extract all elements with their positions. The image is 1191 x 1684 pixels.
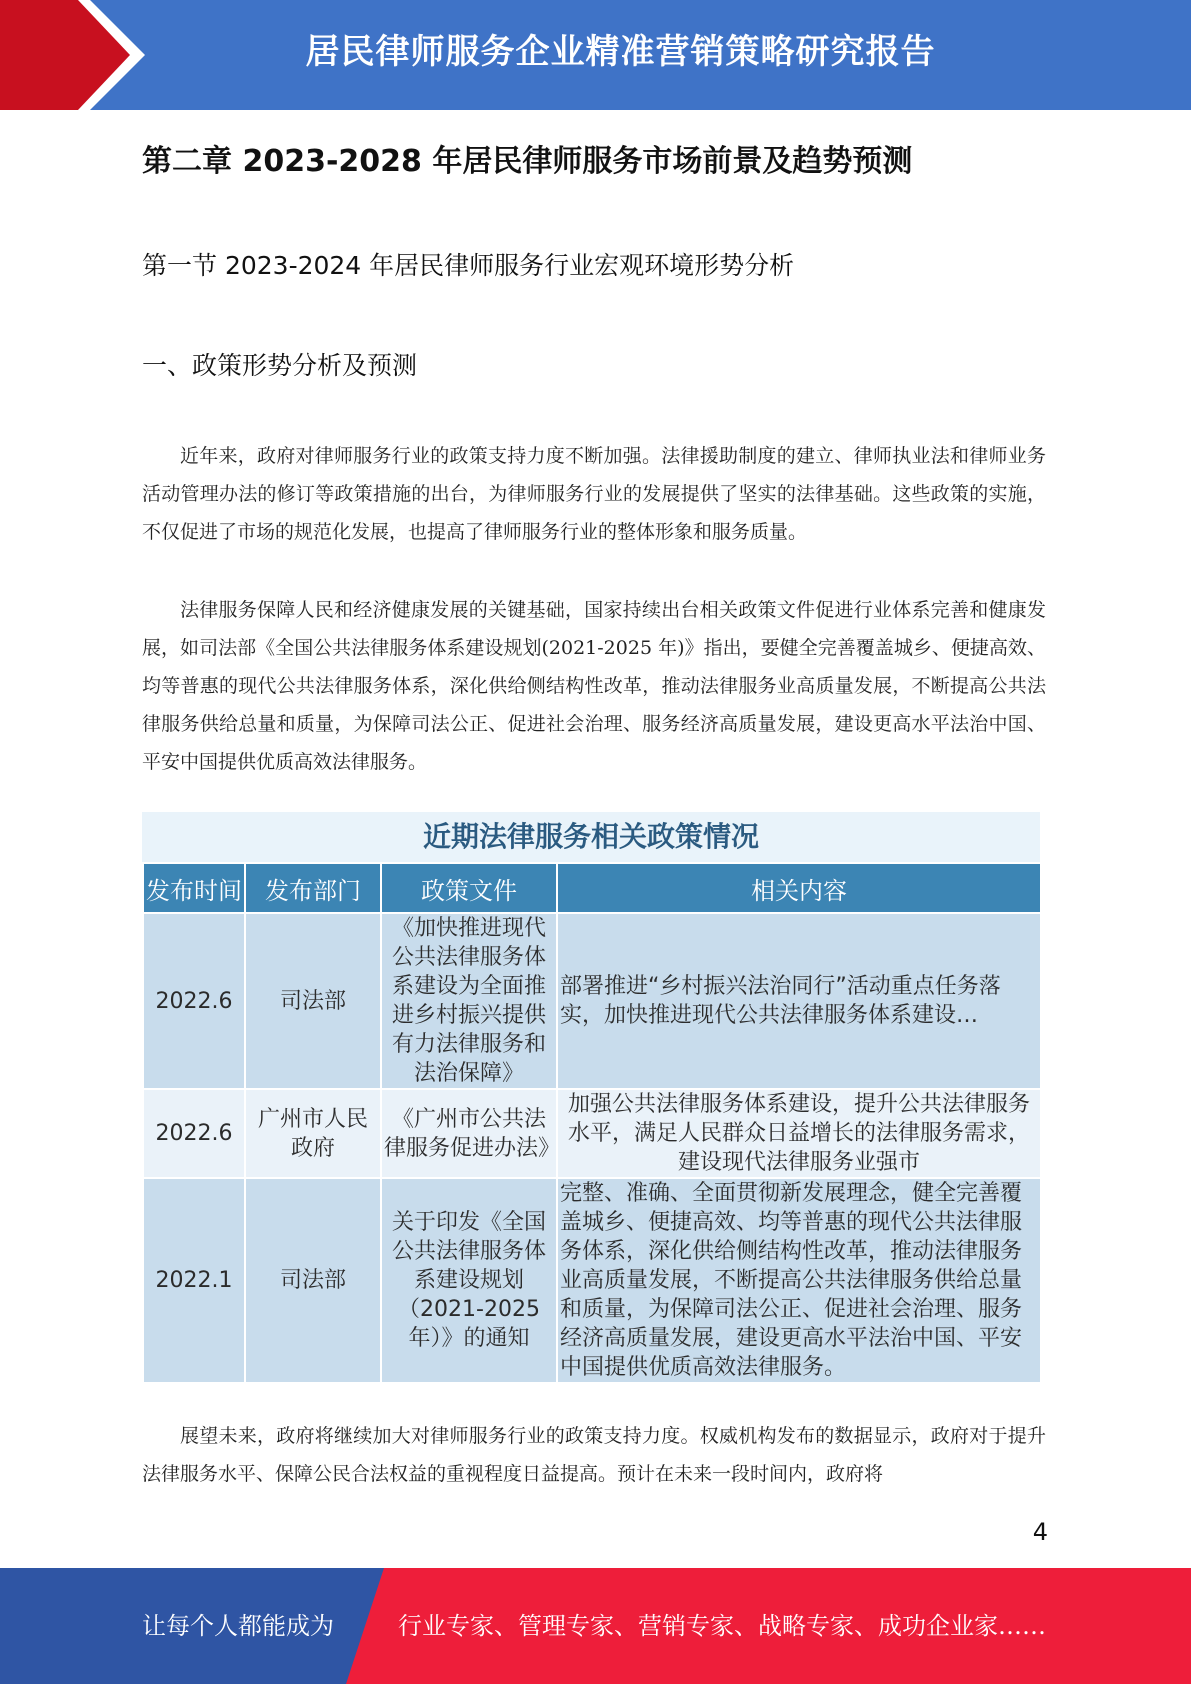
cell-content: 部署推进“乡村振兴法治同行”活动重点任务落实，加快推进现代公共法律服务体系建设… <box>557 913 1041 1089</box>
policy-table <box>142 812 1040 1380</box>
footer-banner <box>0 1568 1191 1684</box>
header-arrow-decoration <box>0 0 150 110</box>
paragraph: 展望未来，政府将继续加大对律师服务行业的政策支持力度。权威机构发布的数据显示，政府对于提升法律服务水平、保障公民合法权益的重视程度日益提高。预计在未来一段时间内，政府将 <box>142 1425 1046 1485</box>
cell-department: 广州市人民政府 <box>245 1089 381 1178</box>
column-header-department: 发布部门 <box>245 863 381 913</box>
report-title: 居民律师服务企业精准营销策略研究报告 <box>305 32 936 72</box>
cell-document: 《广州市公共法律服务促进办法》 <box>381 1089 557 1178</box>
policy-grid <box>142 862 1042 1384</box>
table-row <box>143 1178 1041 1383</box>
paragraph: 法律服务保障人民和经济健康发展的关键基础，国家持续出台相关政策文件促进行业体系完善和健康发展，如司法部《全国公共法律服务体系建设规划(2021-2025 年)》指出，要健全完善覆盖城乡、便捷高效、均等普惠的现代公共法律服务体系，深化供给侧结构性改革，推动法律服务业高质量发展，不断提高公共法律服务供给总量和质量，为保障司法公正、促进社会治理、服务经济高质量发展，建设更高水平法治中国、平安中国提供优质高效法律服务。 <box>142 599 1046 773</box>
cell-document: 关于印发《全国公共法律服务体系建设规划（2021-2025年）》的通知 <box>381 1178 557 1383</box>
policy-table-caption: 近期法律服务相关政策情况 <box>142 812 1040 862</box>
subsection-title: 一、政策形势分析及预测 <box>142 351 418 380</box>
cell-date: 2022.6 <box>143 1089 245 1178</box>
paragraph: 近年来，政府对律师服务行业的政策支持力度不断加强。法律援助制度的建立、律师执业法和律师业务活动管理办法的修订等政策措施的出台，为律师服务行业的发展提供了坚实的法律基础。这些政策的实施，不仅促进了市场的规范化发展，也提高了律师服务行业的整体形象和服务质量。 <box>142 445 1046 543</box>
cell-date: 2022.1 <box>143 1178 245 1383</box>
cell-department: 司法部 <box>245 1178 381 1383</box>
chapter-title: 第二章 2023-2028 年居民律师服务市场前景及趋势预测 <box>142 144 913 179</box>
footer-slogan-right: 行业专家、管理专家、营销专家、战略专家、成功企业家…… <box>398 1612 1046 1640</box>
table-row <box>143 1089 1041 1178</box>
table-header-row <box>143 863 1041 913</box>
cell-department: 司法部 <box>245 913 381 1089</box>
cell-content: 加强公共法律服务体系建设，提升公共法律服务水平，满足人民群众日益增长的法律服务需求，建设现代法律服务业强市 <box>557 1089 1041 1178</box>
footer-slogan-left: 让每个人都能成为 <box>142 1612 334 1640</box>
column-header-content: 相关内容 <box>557 863 1041 913</box>
cell-content: 完整、准确、全面贯彻新发展理念，健全完善覆盖城乡、便捷高效、均等普惠的现代公共法律服务体系，深化供给侧结构性改革，推动法律服务业高质量发展，不断提高公共法律服务供给总量和质量，为保障司法公正、促进社会治理、服务经济高质量发展，建设更高水平法治中国、平安中国提供优质高效法律服务。 <box>557 1178 1041 1383</box>
column-header-document: 政策文件 <box>381 863 557 913</box>
section-title: 第一节 2023-2024 年居民律师服务行业宏观环境形势分析 <box>142 251 795 280</box>
column-header-date: 发布时间 <box>143 863 245 913</box>
cell-date: 2022.6 <box>143 913 245 1089</box>
cell-document: 《加快推进现代公共法律服务体系建设为全面推进乡村振兴提供有力法律服务和法治保障》 <box>381 913 557 1089</box>
page-number: 4 <box>1032 1518 1048 1546</box>
header-banner <box>0 0 1191 110</box>
table-row <box>143 913 1041 1089</box>
